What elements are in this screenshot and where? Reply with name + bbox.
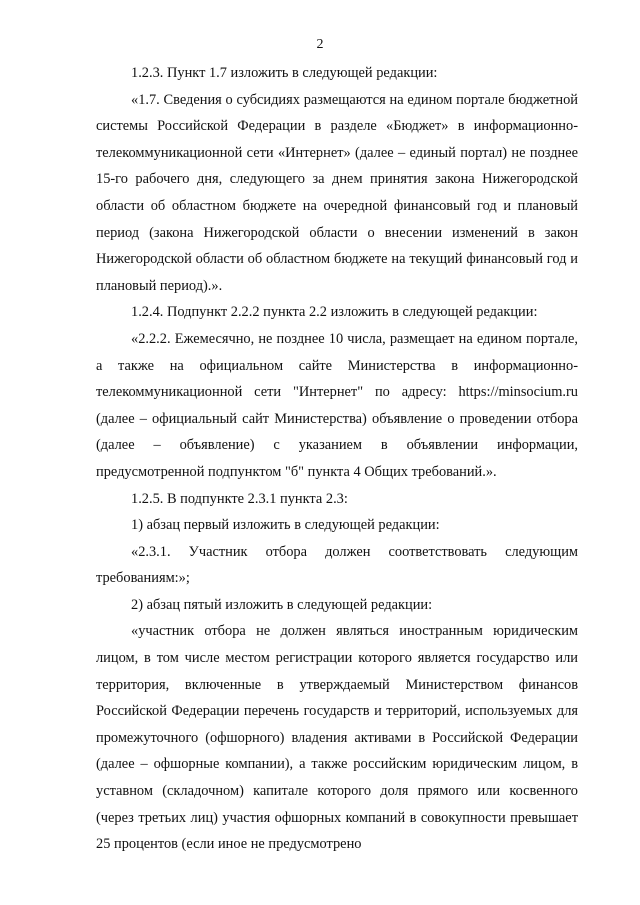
- paragraph-1-2-4-heading: 1.2.4. Подпункт 2.2.2 пункта 2.2 изложить в следующей редакции:: [131, 304, 538, 321]
- paragraph-1-2-5-heading: 1.2.5. В подпункте 2.3.1 пункта 2.3:: [131, 490, 348, 507]
- document-body: [96, 60, 578, 858]
- paragraph-item-1: 1) абзац первый изложить в следующей редакции:: [131, 517, 440, 534]
- paragraph-1-2-3-heading: 1.2.3. Пункт 1.7 изложить в следующей редакции:: [131, 65, 438, 81]
- page-number: 2: [316, 37, 324, 52]
- paragraph-2-2-2-text: «2.2.2. Ежемесячно, не позднее 10 числа, размещает на едином портале, а также на официальном сайте Министерства в информационно-телекоммуникационной сети "Интернет" по адресу: https://minsocium.ru (далее – официальный сайт Министерства) объявление о проведении отбора (далее – объявление) с указанием в объявлении информации, предусмотренной подпунктом "б" пункта 4 Общих требований.».: [96, 330, 578, 480]
- paragraph-2-3-1-text: «2.3.1. Участник отбора должен соответствовать следующим требованиям:»;: [96, 543, 578, 587]
- paragraph-1-7-text: «1.7. Сведения о субсидиях размещаются на едином портале бюджетной системы Российской Федерации в разделе «Бюджет» в информационно-телекоммуникационной сети «Интернет» (далее – единый портал) не позднее 15-го рабочего дня, следующего за днем принятия закона Нижегородской области об областном бюджете на очередной финансовый год и плановый период (закона Нижегородской области о внесении изменений в закон Нижегородской области об областном бюджете на текущий финансовый год и плановый период).».: [96, 91, 578, 294]
- paragraph-offshore-text: «участник отбора не должен являться иностранным юридическим лицом, в том числе местом регистрации которого является государство или территория, включенные в утверждаемый Министерством финансов Российской Федерации перечень государств и территорий, используемых для промежуточного (офшорного) владения активами в Российской Федерации (далее – офшорные компании), а также российским юридическим лицом, в уставном (складочном) капитале которого доля прямого или косвенного (через третьих лиц) участия офшорных компаний в совокупности превышает 25 процентов (если иное не предусмотрено: [96, 623, 578, 853]
- paragraph-item-2: 2) абзац пятый изложить в следующей редакции:: [131, 596, 433, 613]
